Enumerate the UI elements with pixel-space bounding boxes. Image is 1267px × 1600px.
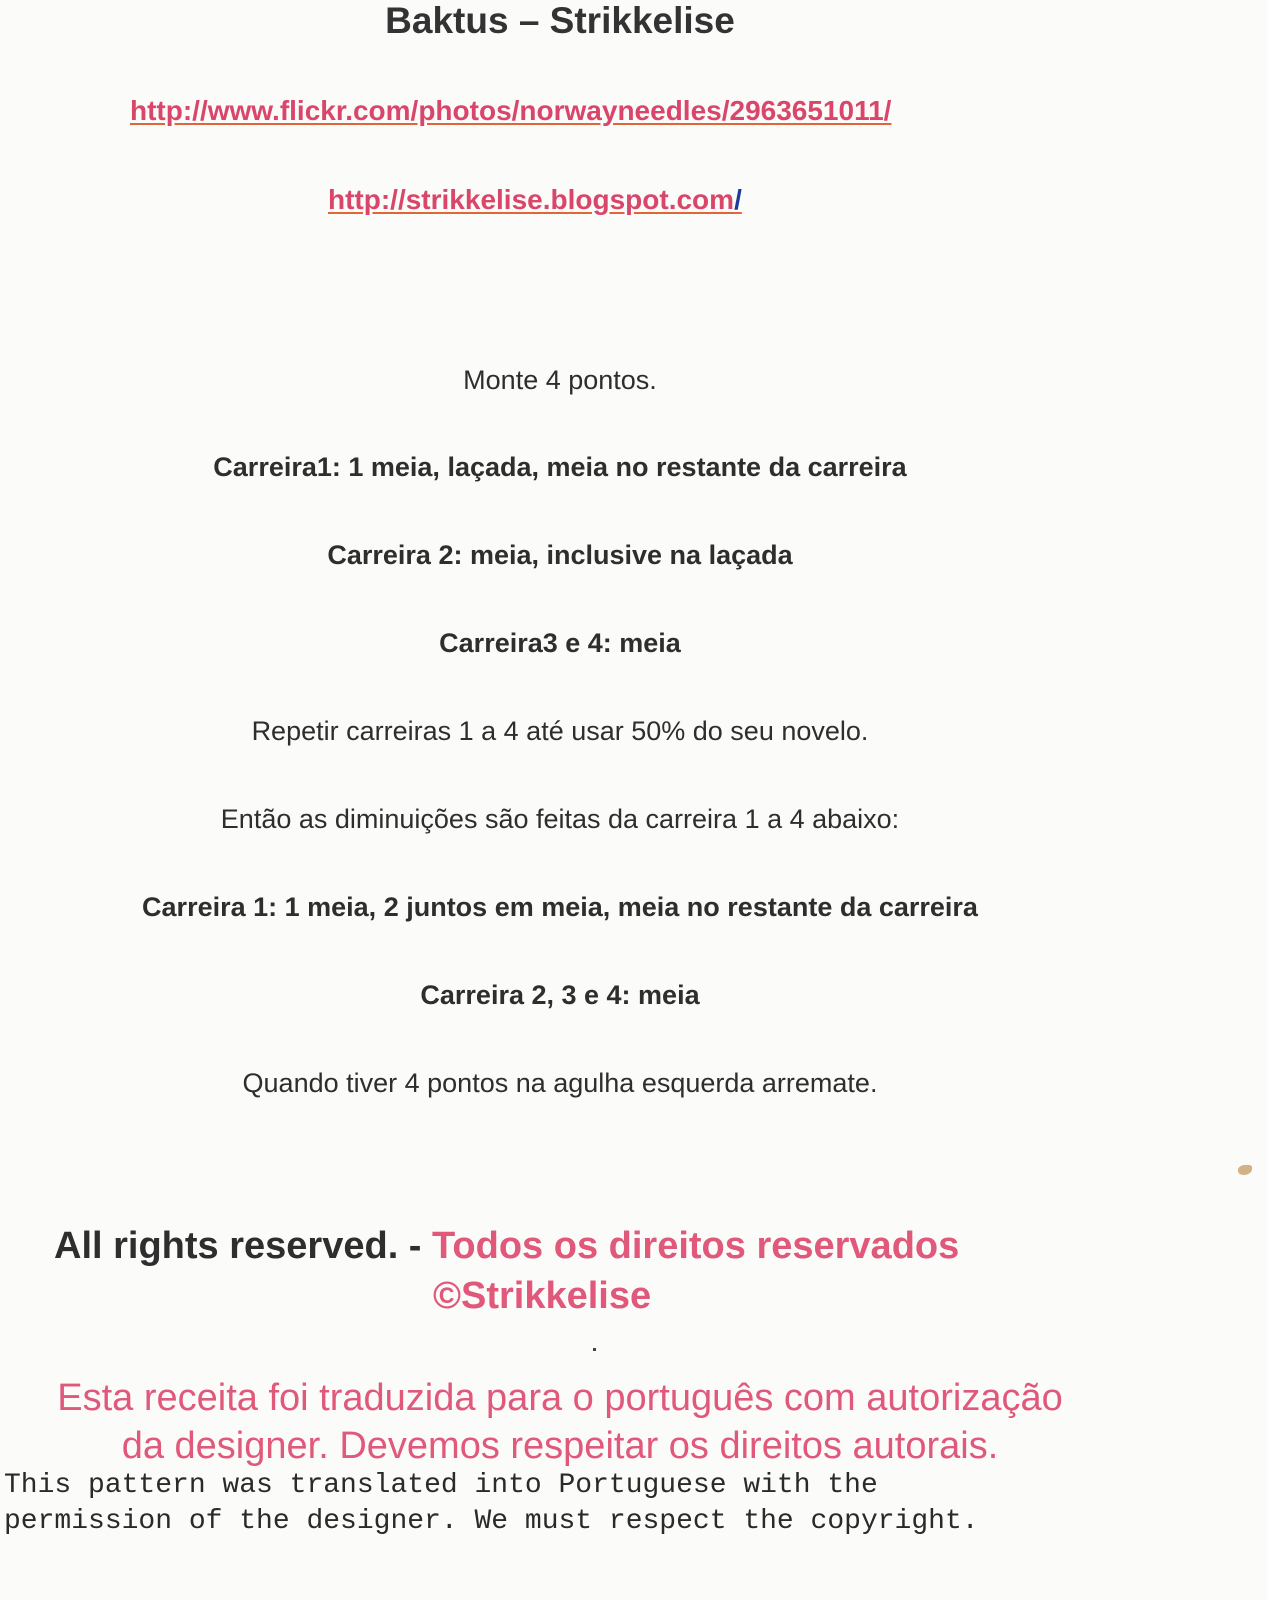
blog-link-slash: / [734,184,742,215]
instruction-decreases-intro: Então as diminuições são feitas da carreira 1 a 4 abaixo: [220,804,900,834]
translation-note-pt-line-2: da designer. Devemos respeitar os direitos autorais. [121,1425,999,1467]
instruction-row-3-4: Carreira3 e 4: meia [439,628,681,658]
rights-statement [54,1225,959,1268]
rights-english: All rights reserved. - [54,1225,433,1267]
flickr-link[interactable]: http://www.flickr.com/photos/norwayneedles/2963651011/ [130,95,892,126]
instruction-row-1: Carreira1: 1 meia, laçada, meia no restante da carreira [213,452,907,482]
rights-portuguese: Todos os direitos reservados [432,1225,960,1267]
instruction-repeat: Repetir carreiras 1 a 4 até usar 50% do seu novelo. [251,716,869,746]
instruction-cast-on: Monte 4 pontos. [463,365,657,395]
instruction-bind-off: Quando tiver 4 pontos na agulha esquerda arremate. [242,1068,878,1098]
document-title: Baktus – Strikkelise [385,0,735,41]
translation-note-pt-line-1: Esta receita foi traduzida para o português com autorização [57,1377,1063,1419]
stray-dot [593,1348,596,1351]
paper-smudge [1238,1165,1252,1175]
blog-link[interactable] [328,184,742,216]
copyright-notice: ©Strikkelise [433,1275,652,1317]
instruction-decrease-row-1: Carreira 1: 1 meia, 2 juntos em meia, meia no restante da carreira [142,892,978,922]
instruction-decrease-row-2-3-4: Carreira 2, 3 e 4: meia [420,980,700,1010]
translation-note-en-line-1: This pattern was translated into Portuguese with the [4,1470,878,1501]
blog-link-main: http://strikkelise.blogspot.com [328,184,735,215]
instruction-row-2: Carreira 2: meia, inclusive na laçada [327,540,793,570]
translation-note-en-line-2: permission of the designer. We must respect the copyright. [4,1506,979,1537]
